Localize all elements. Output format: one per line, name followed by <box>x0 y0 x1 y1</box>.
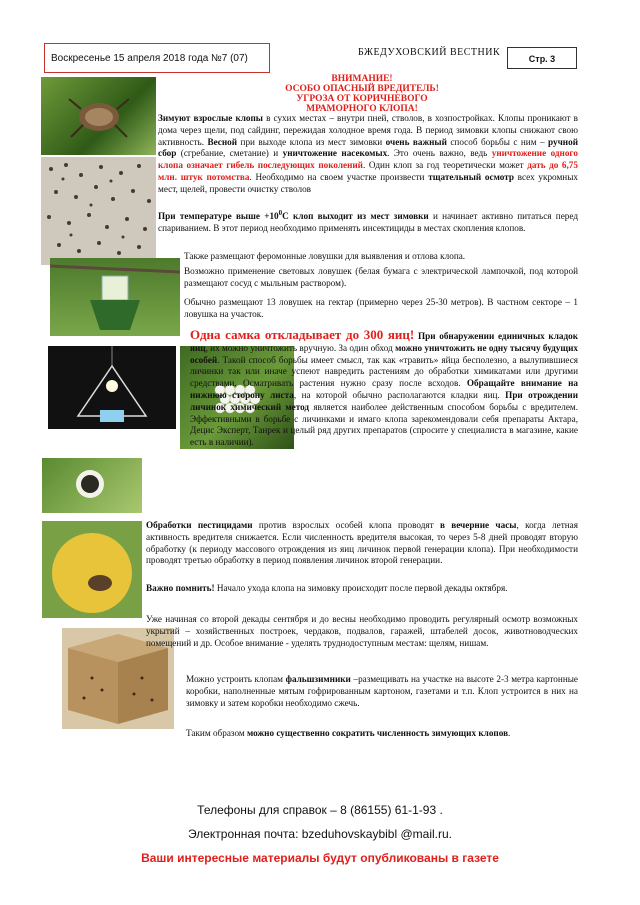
photo-bug-on-leaf <box>41 77 156 155</box>
text: –размещивать на участке на высоте 2-3 метра картонные коробки, наполненные мятым гофрированным картоном, газетами и т.п. Клоп устроится в них на зимовку и затем коробки необходимо сжечь. <box>186 674 578 708</box>
footer-email: Электронная почта: bzeduhovskaybibl @mail.ru. <box>187 827 452 841</box>
text-highlight: уничтожение одного клопа означает гибель последующих поколений <box>158 148 578 171</box>
text: Можно устроить клопам <box>186 674 286 684</box>
footer-note: Ваши интересные материалы будут опубликованы в газете <box>141 851 499 865</box>
paragraph-conclusion <box>186 728 578 740</box>
text-bold: уничтожение насекомых <box>282 148 388 159</box>
text-bold: тщательный осмотр <box>428 171 514 182</box>
text-bold: Зимуют взрослые клопы <box>158 113 263 123</box>
text-highlight: дать до 6,75 млн. штук потомства <box>158 160 578 182</box>
trap-illustration <box>50 258 180 336</box>
photo-bug-swarm <box>41 157 156 265</box>
text-bold: Обработки пестицидами <box>146 520 253 530</box>
text-bold: очень важный <box>385 136 447 147</box>
paragraph-pheromone: Также размещают феромонные ловушки для выявления и отлова клопа. <box>184 251 466 261</box>
text: всех укромных мест, щелей, провести очистку стволов <box>158 171 578 194</box>
text-bold: Весной <box>207 136 238 147</box>
text: , когда летная активность вредителя снижается. Если численность вредителя высокая, то через 5-8 дней проводят вторую обработку (к периоду массового отрождения из яиц личинок первой генерации клопа). При необходимости проводят третью обработку в период появления личинок второй генерации. <box>146 520 578 566</box>
photo-pheromone-trap <box>50 258 180 336</box>
text: и начинает активно питаться перед спариванием. В этот период необходимо применять инсектициды в местах скопления клопов. <box>158 211 578 233</box>
paragraph-temperature <box>158 208 578 235</box>
paragraph-inspection: Уже начиная со второй декады сентября и до весны необходимо проводить регулярный осмотр возможных укрытий – хозяйственных построек, чердаков, подвалов, гаражей, штабелей досок, животноводческих помещений и др. Особое внимание - уделять труднодоступным местам: щелям, нишам. <box>146 614 578 648</box>
paragraph-wintering <box>158 113 578 196</box>
text-bold: ручной сбор <box>158 136 578 159</box>
photo-damaged-fruit <box>42 521 142 618</box>
text: , их можно уничтожить вручную. За один обход <box>205 342 396 353</box>
newspaper-title: БЖЕДУХОВСКИЙ ВЕСТНИК <box>358 47 501 58</box>
bug-illustration <box>41 77 156 155</box>
text: Начало ухода клопа на зимовку происходит после первой декады октября. <box>214 583 508 593</box>
text-bold: С клоп выходит из мест зимовки <box>282 211 429 222</box>
text-bold: фальшзимники <box>285 674 351 684</box>
swarm-illustration <box>41 157 156 265</box>
warning-line: МРАМОРНОГО КЛОПА! <box>306 104 418 114</box>
footer-phones: Телефоны для справок – 8 (86155) 61-1-93 . <box>197 803 443 817</box>
text: . Это очень важно, ведь <box>387 148 492 159</box>
paragraph-important <box>146 583 578 595</box>
warning-line: УГРОЗА ОТ КОРИЧНЕВОГО <box>296 94 428 104</box>
issue-date: Воскресенье 15 апреля 2018 года №7 (07) <box>44 43 270 73</box>
paragraph-eggs <box>190 329 578 449</box>
text-bold: в вечерние часы <box>439 520 517 530</box>
text-bold: Важно помнить! <box>146 583 215 593</box>
text-superscript: 0 <box>278 209 283 217</box>
text-bold: При обнаружении единичных кладок яиц <box>190 331 578 353</box>
photo-light-trap <box>48 346 176 429</box>
paragraph-fake-wintering <box>186 674 578 709</box>
text: Таким образом <box>186 728 247 738</box>
text: . Один клоп за год теоретически может <box>362 160 528 171</box>
text: в сухих местах – внутри пней, стволов, в хозпостройках. Клопы проникают в дома через щели, под сайдинг, пережидая холодное время года. В период зимовки клопы снижают свою активность. <box>158 113 579 147</box>
text-bold: Обращайте внимание на нижнюю сторону листа <box>190 378 579 400</box>
photo-larvae-on-leaf <box>42 458 142 513</box>
fruit-illustration <box>42 521 142 618</box>
paragraph-trap-density: Обычно размещают 13 ловушек на гектар (примерно через 25-30 метров). В частном секторе – 1 ловушка на участок. <box>184 297 578 319</box>
light-trap-illustration <box>48 346 176 429</box>
text: . Необходимо на своем участке произвести <box>249 171 429 182</box>
warning-headline <box>262 74 462 114</box>
text: . <box>508 728 511 738</box>
text-bold: можно уничтожить не одну тысячу будущих особей <box>190 342 579 365</box>
text: против взрослых особей клопа проводят <box>252 520 440 530</box>
paragraph-light-traps: Возможно применение световых ловушек (белая бумага с электрической лампочкой, под которой размещают сосуд с мыльным раствором). <box>184 266 578 288</box>
page-number: Стр. 3 <box>507 47 577 69</box>
text: способ борьбы с ним – <box>446 136 549 147</box>
text: (сгребание, сметание) и <box>176 148 283 159</box>
text-bold: можно существенно сократить численность зимующих клопов <box>247 728 509 738</box>
text: , на которой обычно располагаются кладки яиц. <box>293 389 506 400</box>
eggs-headline: Одна самка откладывает до 300 яиц! <box>190 327 415 342</box>
text: при выходе клопа из мест зимовки <box>237 136 386 147</box>
text: . Такой способ борьбы имеет смысл, так как «травить» яйца бесполезно, а вылупившиеся личинки так или иначе успеют навредить растениям до обработки химикатами или другими средствами. Осматривать растения нужно сразу после всходов. <box>190 354 578 389</box>
text: является наиболее действенным способом борьбы с вредителем. Эффективными в борьбе с личинками и имаго клопа зарекомендовали себя препараты Актара, Децис Эксперт, Танрек и целый ряд других препаратов (спросите у специалиста в магазине, какие есть в наличии). <box>190 401 579 448</box>
text-bold: При отрождении личинок химический метод <box>190 389 578 412</box>
warning-line: ВНИМАНИЕ! <box>331 74 393 84</box>
text-bold: При температуре выше +10 <box>158 211 279 222</box>
paragraph-pesticides <box>146 520 578 567</box>
warning-line: ОСОБО ОПАСНЫЙ ВРЕДИТЕЛЬ! <box>285 84 439 94</box>
larvae-illustration <box>42 458 142 513</box>
